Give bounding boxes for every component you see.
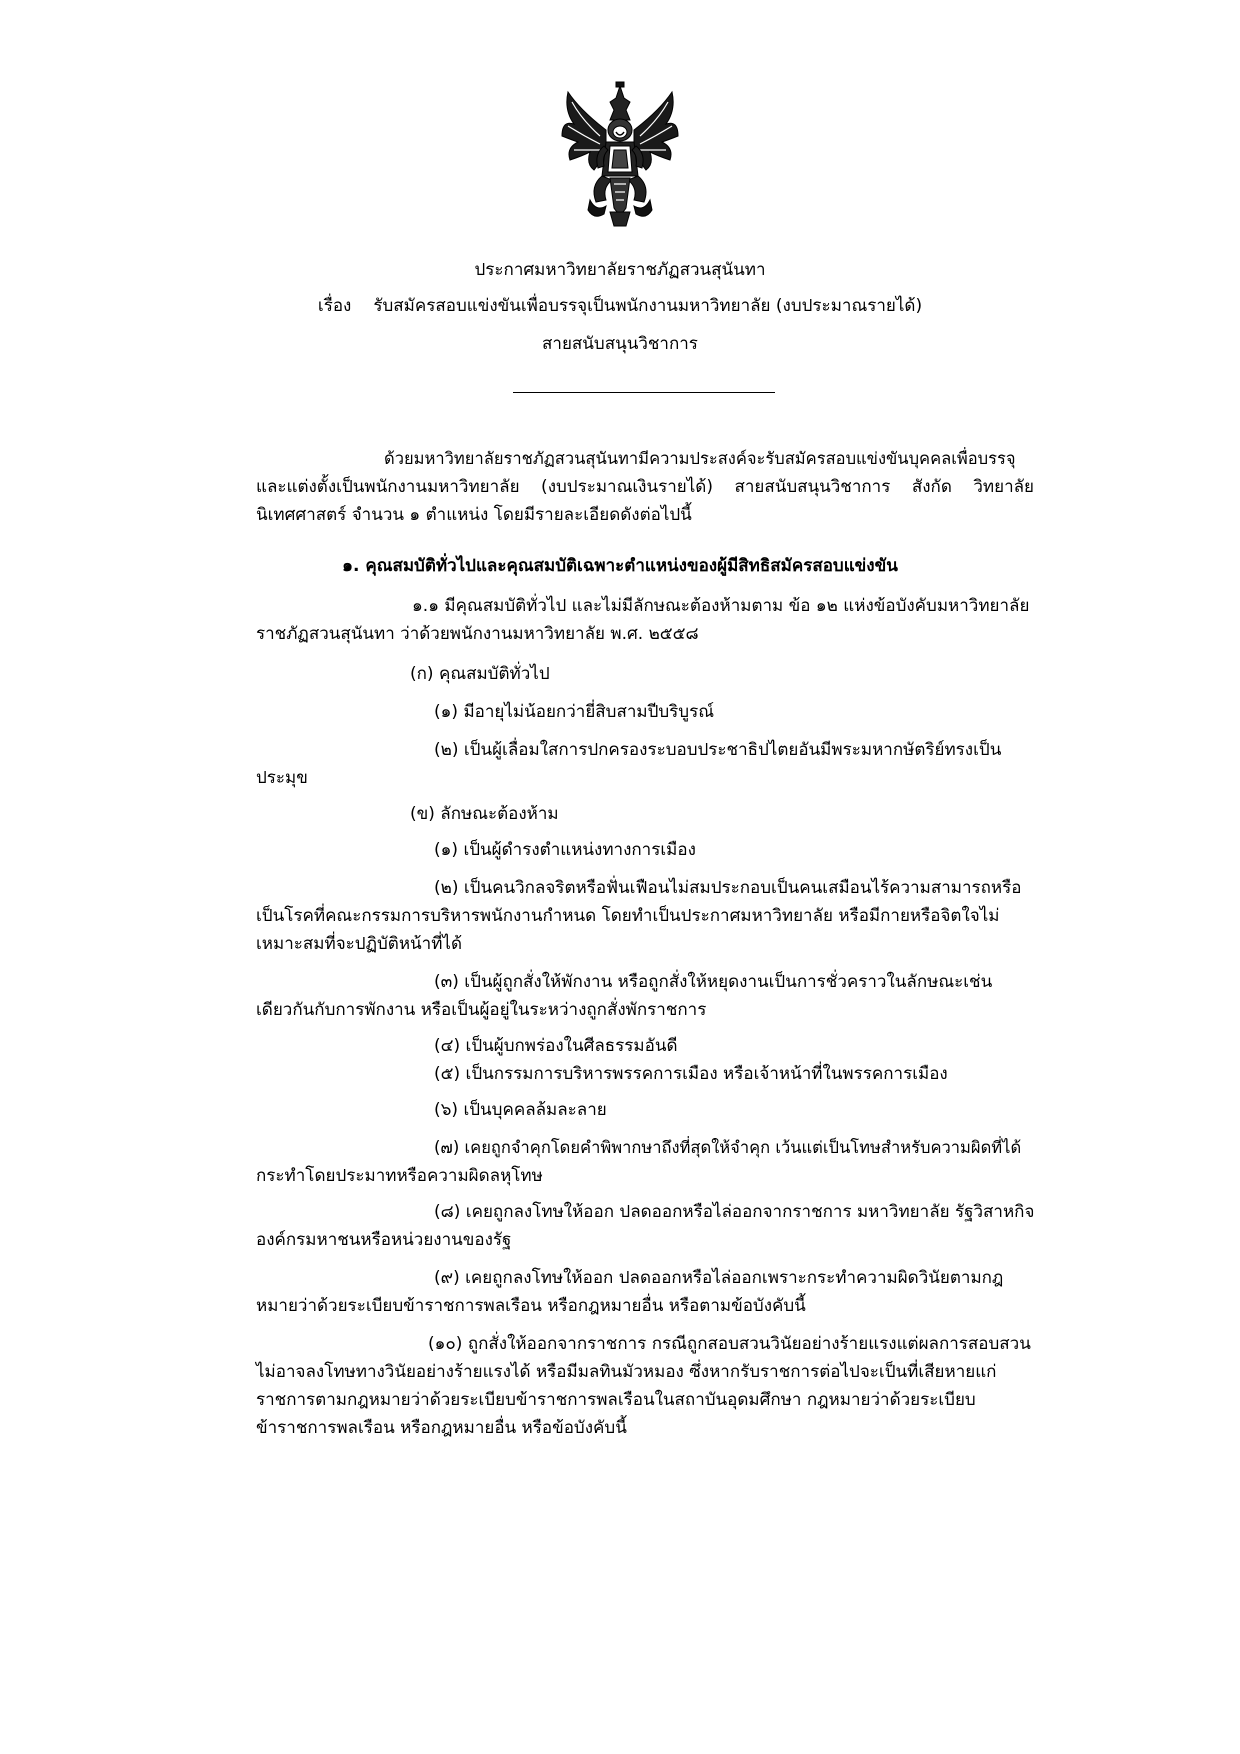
announcement-title: ประกาศมหาวิทยาลัยราชภัฏสวนสุนันทา	[474, 260, 766, 280]
intro-line-1: ด้วยมหาวิทยาลัยราชภัฏสวนสุนันทามีความประสงค์จะรับสมัครสอบแข่งขันบุคคลเพื่อบรรจุ	[384, 449, 1016, 468]
general-qualifications-heading: (ก) คุณสมบัติทั่วไป	[410, 664, 550, 684]
general-qualification-1: (๑) มีอายุไม่น้อยกว่ายี่สิบสามปีบริบูรณ์	[434, 702, 714, 722]
prohibition-1: (๑) เป็นผู้ดำรงตำแหน่งทางการเมือง	[434, 840, 696, 860]
subject-label: เรื่อง	[317, 296, 352, 316]
prohibition-3-line-2: เดียวกันกับการพักงาน หรือเป็นผู้อยู่ในระหว่างถูกสั่งพักราชการ	[256, 1000, 707, 1020]
prohibition-7-line-1: (๗) เคยถูกจำคุกโดยคำพิพากษาถึงที่สุดให้จำคุก เว้นแต่เป็นโทษสำหรับความผิดที่ได้	[434, 1138, 1022, 1157]
prohibition-2-line-2: เป็นโรคที่คณะกรรมการบริหารพนักงานกำหนด โดยทำเป็นประกาศมหาวิทยาลัย หรือมีกายหรือจิตใจไม่	[256, 906, 1000, 926]
prohibition-4: (๔) เป็นผู้บกพร่องในศีลธรรมอันดี	[434, 1036, 678, 1056]
prohibition-10-line-3: ราชการตามกฎหมายว่าด้วยระเบียบข้าราชการพลเรือนในสถาบันอุดมศึกษา กฎหมายว่าด้วยระเบียบ	[256, 1390, 976, 1410]
garuda-emblem	[560, 80, 680, 230]
intro-line-3: นิเทศศาสตร์ จำนวน ๑ ตำแหน่ง โดยมีรายละเอียดดังต่อไปนี้	[256, 505, 692, 525]
prohibition-10-line-2: ไม่อาจลงโทษทางวินัยอย่างร้ายแรงได้ หรือมีมลทินมัวหมอง ซึ่งหากรับราชการต่อไปจะเป็นที่เสียหายแก่	[256, 1362, 997, 1382]
general-qualification-2-line-1: (๒) เป็นผู้เลื่อมใสการปกครองระบอบประชาธิปไตยอันมีพระมหากษัตริย์ทรงเป็น	[434, 740, 1002, 760]
prohibition-10-line-1: (๑๐) ถูกสั่งให้ออกจากราชการ กรณีถูกสอบสวนวินัยอย่างร้ายแรงแต่ผลการสอบสวน	[428, 1334, 1031, 1354]
section-1-heading: ๑. คุณสมบัติทั่วไปและคุณสมบัติเฉพาะตำแหน่งของผู้มีสิทธิสมัครสอบแข่งขัน	[342, 556, 898, 576]
clause-1-1-line-2: ราชภัฏสวนสุนันทา ว่าด้วยพนักงานมหาวิทยาลัย พ.ศ. ๒๕๕๘	[256, 624, 699, 644]
announcement-subject	[0, 294, 1240, 318]
prohibitions-heading: (ข) ลักษณะต้องห้าม	[410, 804, 559, 824]
subject-text: รับสมัครสอบแข่งขันเพื่อบรรจุเป็นพนักงานมหาวิทยาลัย (งบประมาณรายได้)	[373, 296, 923, 316]
prohibition-2-line-3: เหมาะสมที่จะปฏิบัติหน้าที่ได้	[256, 934, 462, 954]
general-qualification-2-line-2: ประมุข	[256, 768, 308, 788]
header-divider	[513, 392, 775, 393]
division-name: สายสนับสนุนวิชาการ	[542, 334, 698, 354]
clause-1-1-line-1: ๑.๑ มีคุณสมบัติทั่วไป และไม่มีลักษณะต้องห้ามตาม ข้อ ๑๒ แห่งข้อบังคับมหาวิทยาลัย	[412, 596, 1030, 616]
prohibition-5: (๕) เป็นกรรมการบริหารพรรคการเมือง หรือเจ้าหน้าที่ในพรรคการเมือง	[434, 1064, 948, 1084]
prohibition-9-line-1: (๙) เคยถูกลงโทษให้ออก ปลดออกหรือไล่ออกเพราะกระทำความผิดวินัยตามกฎ	[434, 1268, 1004, 1288]
prohibition-2-line-1: (๒) เป็นคนวิกลจริตหรือฟั่นเฟือนไม่สมประกอบเป็นคนเสมือนไร้ความสามารถหรือ	[434, 878, 1022, 898]
prohibition-6: (๖) เป็นบุคคลล้มละลาย	[434, 1100, 607, 1120]
prohibition-8-line-2: องค์กรมหาชนหรือหน่วยงานของรัฐ	[256, 1230, 512, 1250]
prohibition-3-line-1: (๓) เป็นผู้ถูกสั่งให้พักงาน หรือถูกสั่งให้หยุดงานเป็นการชั่วคราวในลักษณะเช่น	[434, 972, 993, 992]
prohibition-7-line-2: กระทำโดยประมาทหรือความผิดลหุโทษ	[256, 1166, 543, 1186]
intro-line-2: และแต่งตั้งเป็นพนักงานมหาวิทยาลัย (งบประมาณเงินรายได้) สายสนับสนุนวิชาการ สังกัด วิทยาลัย	[256, 477, 1034, 497]
prohibition-10-line-4: ข้าราชการพลเรือน หรือกฎหมายอื่น หรือข้อบังคับนี้	[256, 1418, 627, 1438]
prohibition-9-line-2: หมายว่าด้วยระเบียบข้าราชการพลเรือน หรือกฎหมายอื่น หรือตามข้อบังคับนี้	[256, 1296, 806, 1316]
prohibition-8-line-1: (๘) เคยถูกลงโทษให้ออก ปลดออกหรือไล่ออกจากราชการ มหาวิทยาลัย รัฐวิสาหกิจ	[434, 1202, 1035, 1222]
